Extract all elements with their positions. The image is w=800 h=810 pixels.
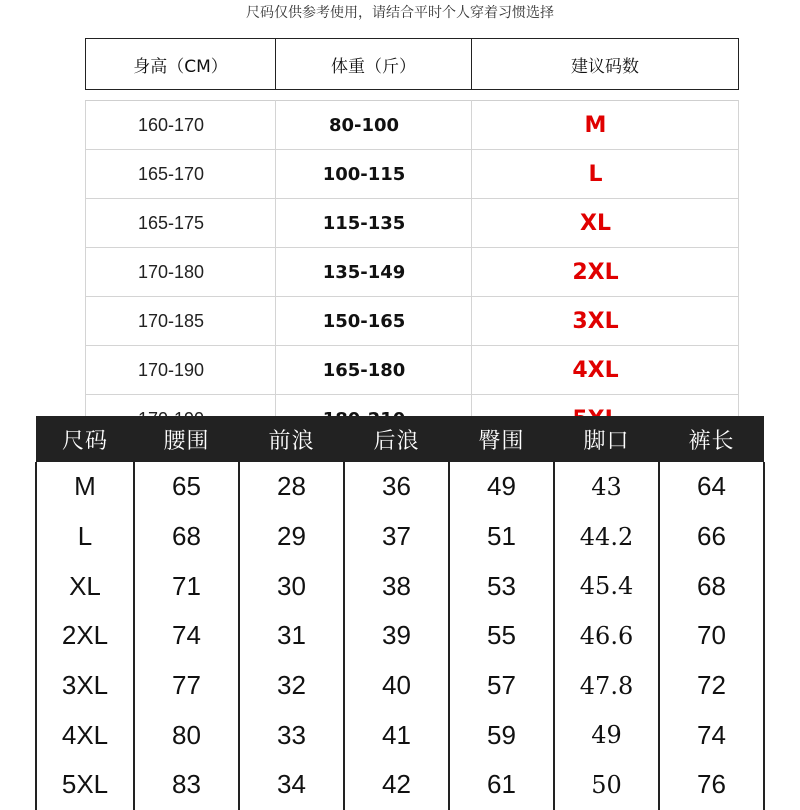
waist-cell: 83 — [134, 760, 239, 810]
size-chart-row — [36, 561, 764, 611]
weight-cell: 165-180 — [276, 346, 472, 395]
weight-cell: 80-100 — [276, 101, 472, 150]
height-cell: 160-170 — [86, 101, 276, 150]
waist-cell: 74 — [134, 611, 239, 661]
recommendation-row — [86, 101, 739, 150]
leg-opening-cell: 47.8 — [554, 661, 659, 711]
recommendation-row — [86, 150, 739, 199]
front-rise-cell: 30 — [239, 561, 344, 611]
size-chart-row — [36, 512, 764, 562]
height-cell: 165-170 — [86, 150, 276, 199]
header-size: 建议码数 — [472, 39, 739, 90]
header-height: 身高（CM） — [86, 39, 276, 90]
waist-cell: 80 — [134, 710, 239, 760]
leg-opening-cell: 49 — [554, 710, 659, 760]
size-chart-table — [35, 416, 765, 810]
front-rise-cell: 32 — [239, 661, 344, 711]
size-cell: 4XL — [472, 346, 739, 395]
size-chart-header-row — [36, 416, 764, 462]
back-rise-cell: 38 — [344, 561, 449, 611]
header-back-rise: 后浪 — [344, 416, 449, 462]
header-waist: 腰围 — [134, 416, 239, 462]
length-cell: 74 — [659, 710, 764, 760]
size-cell: L — [472, 150, 739, 199]
length-cell: 68 — [659, 561, 764, 611]
header-front-rise: 前浪 — [239, 416, 344, 462]
header-hip: 臀围 — [449, 416, 554, 462]
size-cell: XL — [36, 561, 134, 611]
front-rise-cell: 33 — [239, 710, 344, 760]
size-chart-row — [36, 760, 764, 810]
size-cell: M — [472, 101, 739, 150]
front-rise-cell: 31 — [239, 611, 344, 661]
length-cell: 66 — [659, 512, 764, 562]
hip-cell: 57 — [449, 661, 554, 711]
back-rise-cell: 36 — [344, 462, 449, 512]
recommendation-row — [86, 248, 739, 297]
size-chart-row — [36, 710, 764, 760]
size-chart-row — [36, 611, 764, 661]
weight-cell: 115-135 — [276, 199, 472, 248]
leg-opening-cell: 44.2 — [554, 512, 659, 562]
header-length: 裤长 — [659, 416, 764, 462]
header-leg-opening: 脚口 — [554, 416, 659, 462]
height-cell: 165-175 — [86, 199, 276, 248]
length-cell: 64 — [659, 462, 764, 512]
size-chart-row — [36, 661, 764, 711]
recommendation-table — [85, 38, 739, 444]
waist-cell: 71 — [134, 561, 239, 611]
back-rise-cell: 42 — [344, 760, 449, 810]
size-cell: XL — [472, 199, 739, 248]
height-cell: 170-185 — [86, 297, 276, 346]
waist-cell: 68 — [134, 512, 239, 562]
header-weight: 体重（斤） — [276, 39, 472, 90]
header-size: 尺码 — [36, 416, 134, 462]
hip-cell: 61 — [449, 760, 554, 810]
weight-cell: 135-149 — [276, 248, 472, 297]
back-rise-cell: 37 — [344, 512, 449, 562]
recommendation-row — [86, 297, 739, 346]
height-cell: 170-190 — [86, 346, 276, 395]
hip-cell: 53 — [449, 561, 554, 611]
waist-cell: 65 — [134, 462, 239, 512]
size-chart-row — [36, 462, 764, 512]
recommendation-row — [86, 346, 739, 395]
size-cell: 5XL — [36, 760, 134, 810]
size-cell: M — [36, 462, 134, 512]
leg-opening-cell: 43 — [554, 462, 659, 512]
back-rise-cell: 40 — [344, 661, 449, 711]
size-cell: L — [36, 512, 134, 562]
size-cell: 3XL — [36, 661, 134, 711]
size-note: 尺码仅供参考使用，请结合平时个人穿着习惯选择 — [246, 5, 554, 21]
leg-opening-cell: 45.4 — [554, 561, 659, 611]
back-rise-cell: 41 — [344, 710, 449, 760]
leg-opening-cell: 50 — [554, 760, 659, 810]
hip-cell: 49 — [449, 462, 554, 512]
weight-cell: 150-165 — [276, 297, 472, 346]
length-cell: 70 — [659, 611, 764, 661]
hip-cell: 55 — [449, 611, 554, 661]
height-cell: 170-180 — [86, 248, 276, 297]
size-cell: 4XL — [36, 710, 134, 760]
recommendation-row — [86, 199, 739, 248]
waist-cell: 77 — [134, 661, 239, 711]
back-rise-cell: 39 — [344, 611, 449, 661]
leg-opening-cell: 46.6 — [554, 611, 659, 661]
size-cell: 2XL — [472, 248, 739, 297]
length-cell: 76 — [659, 760, 764, 810]
weight-cell: 100-115 — [276, 150, 472, 199]
front-rise-cell: 34 — [239, 760, 344, 810]
length-cell: 72 — [659, 661, 764, 711]
size-cell: 2XL — [36, 611, 134, 661]
size-cell: 3XL — [472, 297, 739, 346]
front-rise-cell: 29 — [239, 512, 344, 562]
recommendation-header-row — [86, 39, 739, 90]
hip-cell: 59 — [449, 710, 554, 760]
hip-cell: 51 — [449, 512, 554, 562]
front-rise-cell: 28 — [239, 462, 344, 512]
